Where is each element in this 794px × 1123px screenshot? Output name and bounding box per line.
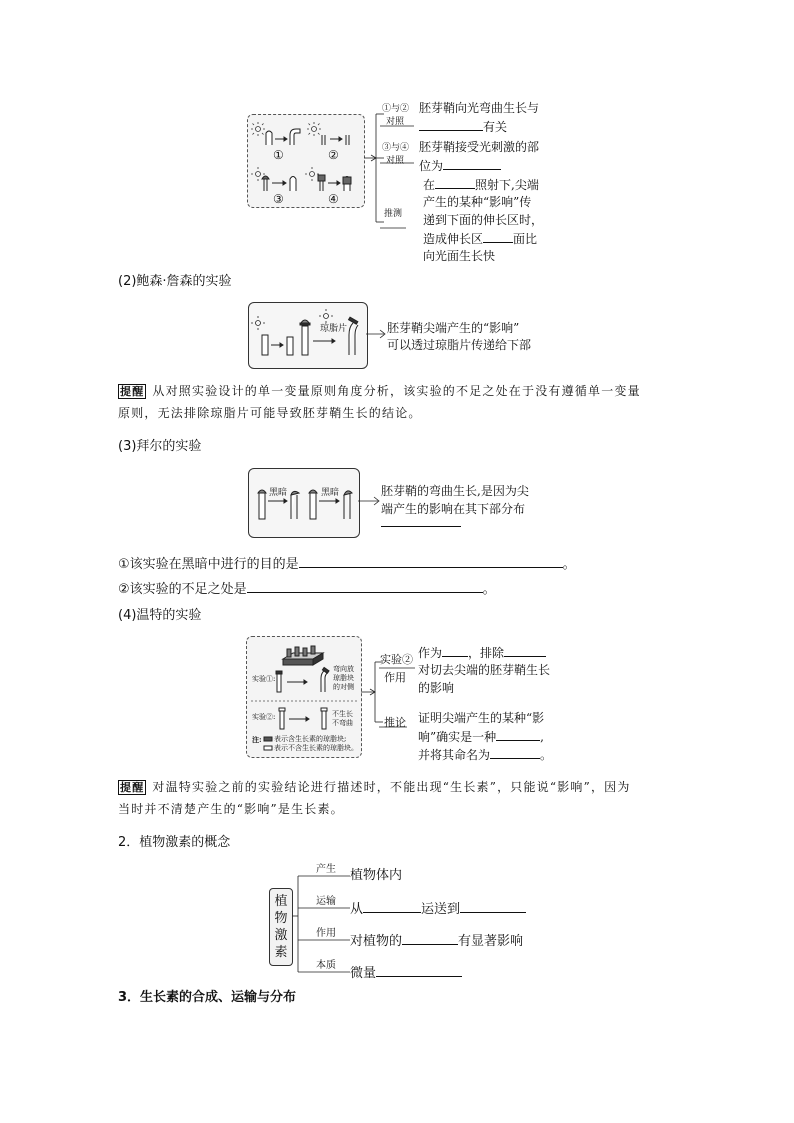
boysen-box bbox=[248, 302, 368, 369]
blank-paal-result[interactable] bbox=[381, 514, 461, 527]
went-exp1-result-b: 琼脂块 bbox=[333, 674, 354, 682]
branch3-line4: 造成伸长区 面比 bbox=[423, 232, 538, 246]
question-1: ①该实验在黑暗中进行的目的是 。 bbox=[118, 557, 576, 572]
role-tag-a: 实验② bbox=[380, 653, 413, 666]
role-tag-b: 作用 bbox=[384, 671, 406, 684]
panel-label-4: ④ bbox=[328, 192, 339, 206]
blank-function[interactable] bbox=[402, 932, 458, 945]
panel-label-1: ① bbox=[273, 148, 284, 162]
sun-icon bbox=[251, 122, 321, 181]
blank-nature[interactable] bbox=[376, 964, 462, 977]
darwin-diagram bbox=[248, 115, 364, 207]
boysen-arrow bbox=[365, 328, 387, 340]
hormone-tag-production: 产生 bbox=[316, 864, 336, 875]
infer-line3: 并将其命名为 。 bbox=[418, 748, 553, 762]
section2-heading: (2)鲍森·詹森的实验 bbox=[118, 274, 232, 289]
branch2-line2: 位为 bbox=[419, 157, 501, 174]
went-box bbox=[246, 636, 362, 758]
blank-4[interactable] bbox=[483, 230, 513, 243]
paal-result-1: 胚芽鞘的弯曲生长,是因为尖 bbox=[381, 484, 529, 498]
went-exp2-label: 实验②: bbox=[252, 713, 276, 721]
paal-arrow bbox=[357, 495, 381, 507]
went-note-c: 表示不含生长素的琼脂块。 bbox=[274, 744, 358, 752]
boysen-diagram bbox=[249, 303, 367, 368]
blank-3[interactable] bbox=[435, 176, 475, 189]
sun-icon bbox=[319, 309, 333, 323]
panel-label-2: ② bbox=[328, 148, 339, 162]
section4-heading: (4)温特的实验 bbox=[118, 608, 202, 623]
boysen-result-1: 胚芽鞘尖端产生的“影响” bbox=[387, 321, 520, 335]
paal-diagram bbox=[249, 469, 359, 537]
tip-mark: 提醒 bbox=[120, 781, 145, 794]
went-note-a: 注: bbox=[252, 735, 262, 744]
branch1-line2: 有关 bbox=[419, 118, 507, 135]
hormone-text-nature: 微量 bbox=[350, 964, 462, 982]
section3-heading: (3)拜尔的实验 bbox=[118, 439, 202, 454]
blank-transport-2[interactable] bbox=[460, 900, 526, 913]
blank-2[interactable] bbox=[443, 157, 501, 170]
branch3-line2: 产生的某种“影响”传 bbox=[423, 195, 532, 209]
blank-1[interactable] bbox=[419, 118, 483, 131]
hormone-tag-function: 作用 bbox=[316, 928, 336, 939]
tip-1: 提醒 从对照实验设计的单一变量原则角度分析，该实验的不足之处在于没有遵循单一变量 原则，无法排除琼脂片可能导致胚芽鞘生长的结论。 bbox=[118, 384, 641, 420]
infer-line2: 响”确实是一种 , bbox=[418, 730, 544, 744]
plant-hormone-box: 植物激素 bbox=[269, 888, 293, 966]
paal-box bbox=[248, 468, 360, 538]
blank-role-1[interactable] bbox=[442, 644, 468, 657]
blank-role-2[interactable] bbox=[504, 644, 546, 657]
went-exp1-result-a: 弯向放 bbox=[333, 665, 354, 673]
section-3-heading: 3．生长素的合成、运输与分布 bbox=[118, 990, 297, 1005]
agar-label: 琼脂片 bbox=[320, 324, 348, 334]
panel-label-3: ③ bbox=[273, 192, 284, 206]
darwin-experiment-box bbox=[247, 114, 365, 208]
tip-mark: 提醒 bbox=[120, 385, 145, 398]
hormone-tag-nature: 本质 bbox=[316, 960, 336, 971]
went-exp2-result-b: 不弯曲 bbox=[332, 719, 353, 727]
boysen-result-2: 可以透过琼脂片传递给下部 bbox=[387, 338, 532, 352]
hormone-text-function: 对植物的 有显著影响 bbox=[350, 934, 524, 949]
role-line2: 对切去尖端的胚芽鞘生长 bbox=[418, 663, 551, 677]
went-exp2-result-a: 不生长 bbox=[332, 710, 353, 718]
sun-icon bbox=[251, 316, 265, 330]
branch1-tag-b: 对照 bbox=[386, 117, 405, 127]
branch3-tag: 推测 bbox=[384, 209, 403, 219]
infer-tag: 推论 bbox=[384, 716, 406, 729]
role-line1: 作为 ，排除 bbox=[418, 644, 546, 661]
section-2-heading: 2．植物激素的概念 bbox=[118, 835, 231, 850]
branch2-tag-b: 对照 bbox=[386, 156, 405, 166]
question-2: ②该实验的不足之处是 。 bbox=[118, 582, 496, 597]
blank-transport-1[interactable] bbox=[363, 900, 421, 913]
infer-line1: 证明尖端产生的某种“影 bbox=[418, 711, 545, 725]
branch1-line1: 胚芽鞘向光弯曲生长与 bbox=[419, 101, 540, 115]
hormone-tag-transport: 运输 bbox=[316, 896, 336, 907]
branch3-line3: 递到下面的伸长区时， bbox=[423, 213, 544, 227]
went-exp1-label: 实验①: bbox=[252, 675, 276, 683]
tip-2: 提醒 对温特实验之前的实验结论进行描述时，不能出现“生长素”，只能说“影响”，因为 当时并不清楚产生的“影响”是生长素。 bbox=[118, 780, 631, 816]
branch3-line1: 在 照射下,尖端 bbox=[423, 178, 539, 192]
branch2-line1: 胚芽鞘接受光刺激的部 bbox=[419, 140, 540, 154]
branch2-tag: ③与④ bbox=[382, 143, 410, 153]
blank-infer-2[interactable] bbox=[490, 746, 540, 759]
branch3-line5: 向光面生长快 bbox=[423, 249, 496, 263]
hormone-text-transport: 从 运送到 bbox=[350, 900, 526, 918]
hormone-text-production: 植物体内 bbox=[350, 868, 403, 883]
paal-result-2: 端产生的影响在其下部分布 bbox=[381, 502, 526, 516]
dark-label-2: 黑暗 bbox=[321, 488, 340, 498]
went-note-b: 表示含生长素的琼脂块; bbox=[274, 735, 347, 743]
branch1-tag: ①与② bbox=[382, 104, 410, 114]
went-exp1-result-c: 的对侧 bbox=[333, 683, 354, 691]
blank-q2[interactable] bbox=[247, 580, 483, 593]
role-line3: 的影响 bbox=[418, 681, 455, 695]
dark-label-1: 黑暗 bbox=[269, 488, 288, 498]
blank-infer-1[interactable] bbox=[496, 728, 540, 741]
blank-q1[interactable] bbox=[299, 555, 563, 568]
